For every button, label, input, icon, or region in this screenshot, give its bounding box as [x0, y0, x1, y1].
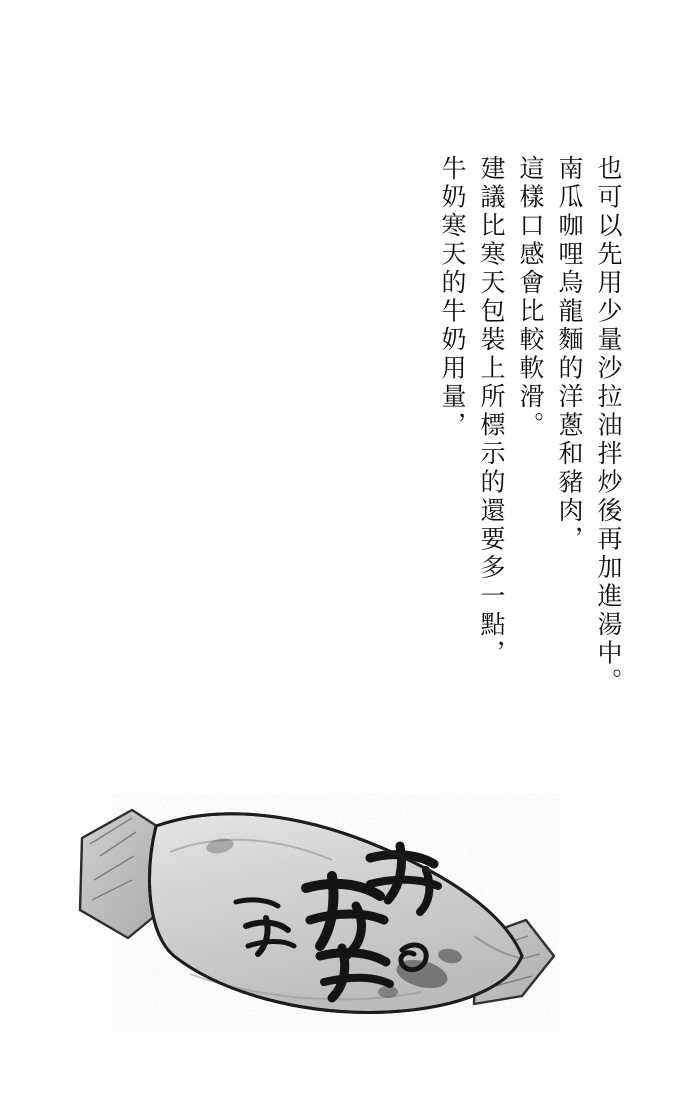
text-column: 這樣口感會比較軟滑。	[516, 155, 545, 440]
text-column: 牛奶寒天的牛奶用量，	[438, 155, 467, 440]
text-column: 建議比寒天包裝上所標示的還要多一點，	[477, 155, 506, 668]
text-column: 南瓜咖哩烏龍麵的洋蔥和豬肉，	[555, 155, 584, 554]
text-column: 也可以先用少量沙拉油拌炒後再加進湯中。	[594, 155, 623, 697]
page-body-text	[433, 155, 628, 715]
noodle-packet-illustration	[70, 760, 570, 1050]
